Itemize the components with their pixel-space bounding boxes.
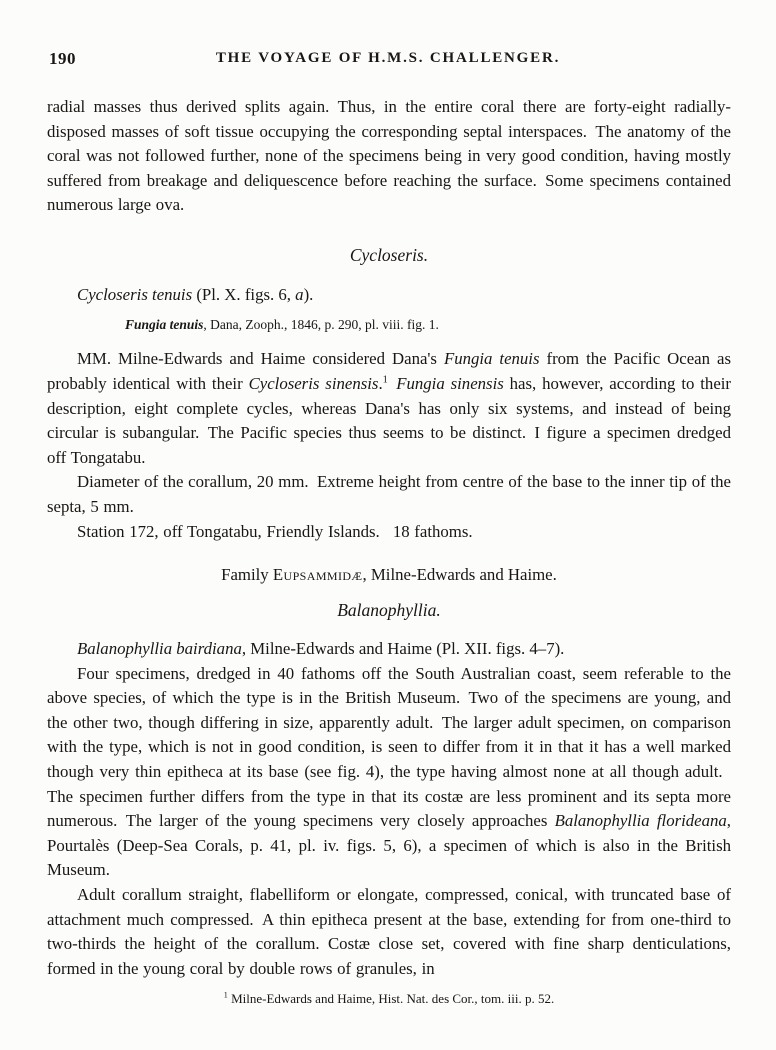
text-run: , Pourtalès (Deep-Sea Corals, p. 41, pl. iv. figs. 5, 6), a specimen of which is also in the British Museum. — [47, 811, 731, 880]
text-run: a — [295, 284, 304, 304]
text-run: radial masses thus derived splits again. Thus, in the entire coral there are forty-eight radially-disposed masses of soft tissue occupying the corresponding septal interspaces. The anatomy of the coral was not followed further, none of the specimens being in very good condition, having mostly suffered from breakage and deliquescence before reaching the surface. Some specimens contained numerous large ova. — [47, 97, 731, 215]
text-run: has, however, according to their description, eight complete cycles, whereas Dana's has only six systems, and instead of being circular is subangular. The Pacific species thus seems to be distinct. I figure a specimen dredged off Tongatabu. — [47, 374, 732, 467]
synonym-citation-fungia-tenuis — [125, 316, 731, 334]
text-run: Eupsammidæ — [272, 565, 363, 585]
page-body — [0, 95, 776, 1007]
text-run: 1 — [382, 374, 388, 386]
paragraph-adult-corallum — [47, 883, 731, 981]
text-run: Adult corallum straight, flabelliform or elongate, compressed, conical, with truncated base of attachment much compressed. A thin epitheca present at the base, extending for from one-third to two-thirds the height of the corallum. Costæ close set, covered with fine sharp denticulations, formed in the young coral by double rows of granules, in — [47, 884, 731, 978]
species-line-cycloseris-tenuis — [47, 283, 731, 308]
text-run: Cycloseris sinensis — [248, 374, 379, 394]
text-run: Family — [221, 565, 273, 585]
heading-family-eupsammidae — [47, 565, 731, 586]
text-run: Fungia tenuis — [125, 317, 204, 333]
paragraph-milne-edwards — [47, 347, 731, 470]
text-run: , Dana, Zooph., 1846, p. 290, pl. viii. fig. 1. — [203, 317, 439, 333]
paragraph-radial-masses — [47, 95, 731, 218]
text-run: Station 172, off Tongatabu, Friendly Islands. 18 fathoms. — [77, 521, 473, 541]
text-run: Cycloseris tenuis — [77, 284, 193, 304]
species-line-balanophyllia-bairdiana — [47, 637, 731, 662]
text-run: , Milne-Edwards and Haime. — [362, 565, 557, 585]
paragraph-four-specimens — [47, 662, 731, 883]
text-run: from the Pacific Ocean as probably identical with their — [47, 349, 731, 394]
text-run: Diameter of the corallum, 20 mm. Extreme height from centre of the base to the inner tip of the septa, 5 mm. — [47, 472, 731, 516]
text-run: Balanophyllia bairdiana — [77, 639, 242, 659]
running-title: THE VOYAGE OF H.M.S. CHALLENGER. — [215, 50, 561, 66]
page-number: 190 — [49, 49, 76, 68]
paragraph-station — [47, 520, 731, 545]
text-run: ). — [303, 284, 314, 304]
text-run — [388, 374, 396, 393]
text-run: . — [378, 374, 383, 394]
text-run: , Milne-Edwards and Haime (Pl. XII. figs. 4–7). — [241, 639, 565, 659]
text-run: Fungia sinensis — [396, 374, 504, 394]
page-header — [0, 0, 776, 70]
heading-balanophyllia — [47, 600, 731, 622]
text-run: Fungia tenuis — [443, 349, 540, 369]
text-run: (Pl. X. figs. 6, — [192, 284, 296, 304]
heading-cycloseris — [47, 245, 731, 267]
text-run: MM. Milne-Edwards and Haime considered Dana's — [77, 349, 444, 369]
paragraph-diameter — [47, 470, 731, 519]
text-run: Milne-Edwards and Haime, Hist. Nat. des Cor., tom. iii. p. 52. — [227, 991, 555, 1007]
text-run: Cycloseris. — [349, 244, 429, 265]
footnote-citation — [47, 990, 731, 1007]
text-run: Balanophyllia. — [337, 600, 441, 621]
text-run: Balanophyllia florideana — [554, 811, 727, 831]
text-run: 1 — [223, 991, 228, 1001]
text-run: Four specimens, dredged in 40 fathoms off the South Australian coast, seem referable to the above species, of which the type is in the British Museum. Two of the specimens are young, and the other two, though differing in size, apparently adult. The larger adult specimen, on comparison with the type, which is not in good condition, is seen to differ from it in that it has a well marked though very thin epitheca at its base (see fig. 4), the type having almost none at all though adult. The specimen further differs from the type in that its costæ are less prominent and its septa more numerous. The larger of the young specimens very closely approaches — [47, 663, 731, 831]
